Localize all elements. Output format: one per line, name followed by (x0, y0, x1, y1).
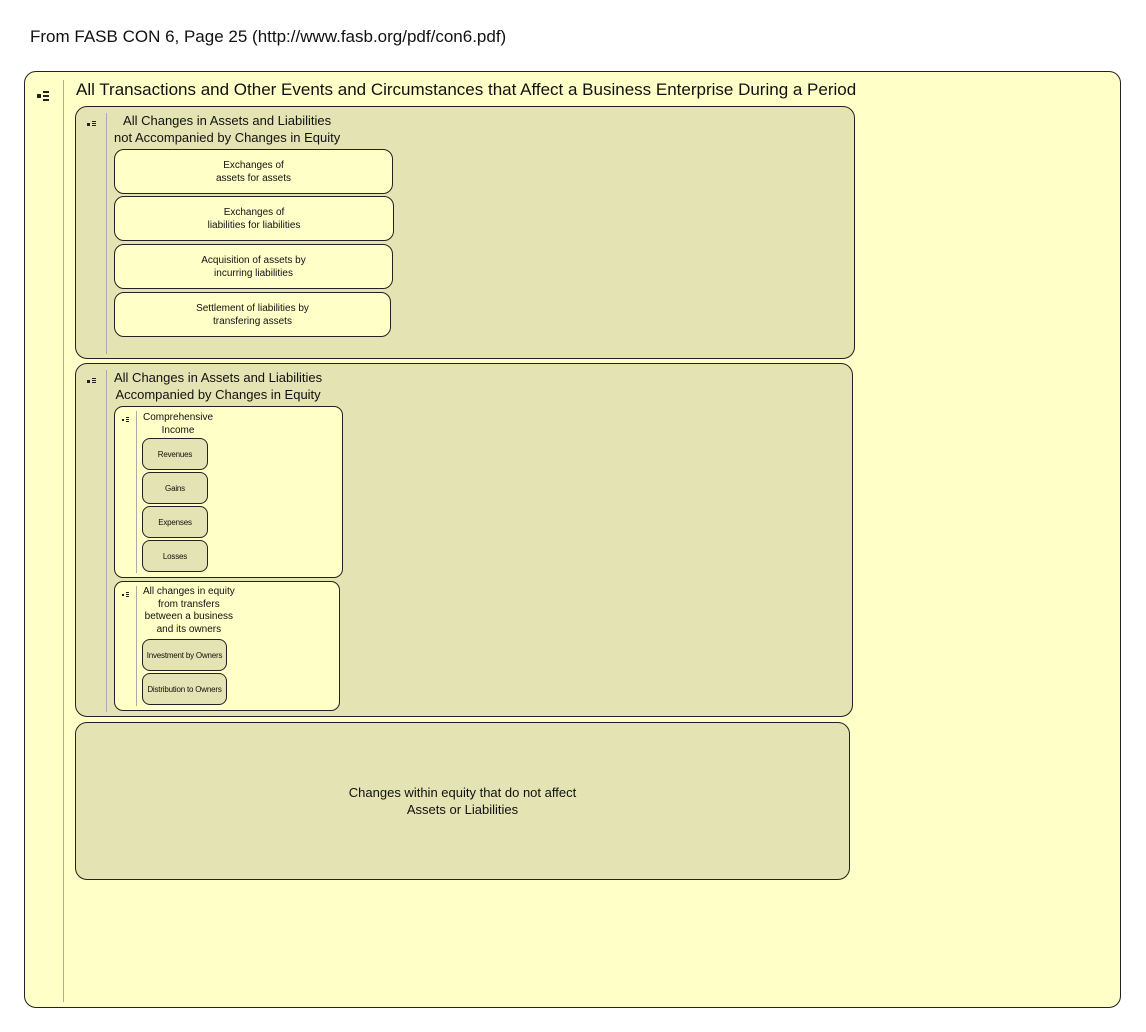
item-distribution-to-owners: Distribution to Owners (142, 673, 227, 705)
group-divider (106, 113, 107, 354)
root-divider (63, 80, 64, 1002)
collapse-icon[interactable] (87, 121, 96, 126)
item-losses: Losses (142, 540, 208, 572)
collapse-icon[interactable] (122, 417, 129, 422)
item-gains: Gains (142, 472, 208, 504)
item-expenses: Expenses (142, 506, 208, 538)
group-no-equity-title: All Changes in Assets and Liabilities not Accompanied by Changes in Equity (114, 113, 341, 145)
item-exchange-assets: Exchanges of assets for assets (114, 149, 393, 194)
item-investment-by-owners: Investment by Owners (142, 639, 227, 671)
item-revenues: Revenues (142, 438, 208, 470)
within-equity-label: Changes within equity that do not affect Assets or Liabilities (348, 785, 577, 817)
within-equity-box (75, 722, 850, 880)
comprehensive-income-title: Comprehensive Income (143, 412, 214, 436)
group-equity-title: All Changes in Assets and Liabilities Accompanied by Changes in Equity (114, 370, 323, 402)
collapse-icon[interactable] (122, 592, 129, 597)
group-divider (106, 370, 107, 712)
owner-transfers-divider (136, 586, 137, 706)
collapse-icon[interactable] (87, 378, 96, 383)
source-caption: From FASB CON 6, Page 25 (http://www.fasb.org/pdf/con6.pdf) (30, 27, 507, 46)
collapse-icon[interactable] (37, 91, 49, 101)
item-exchange-liabilities: Exchanges of liabilities for liabilities (114, 196, 394, 241)
item-settlement-liabilities: Settlement of liabilities by transfering assets (114, 292, 391, 337)
item-acquisition-assets: Acquisition of assets by incurring liabilities (114, 244, 393, 289)
owner-transfers-title: All changes in equity from transfers between a business and its owners (143, 586, 235, 635)
comprehensive-divider (136, 411, 137, 573)
root-title: All Transactions and Other Events and Circumstances that Affect a Business Enterprise During a Period (76, 80, 857, 99)
